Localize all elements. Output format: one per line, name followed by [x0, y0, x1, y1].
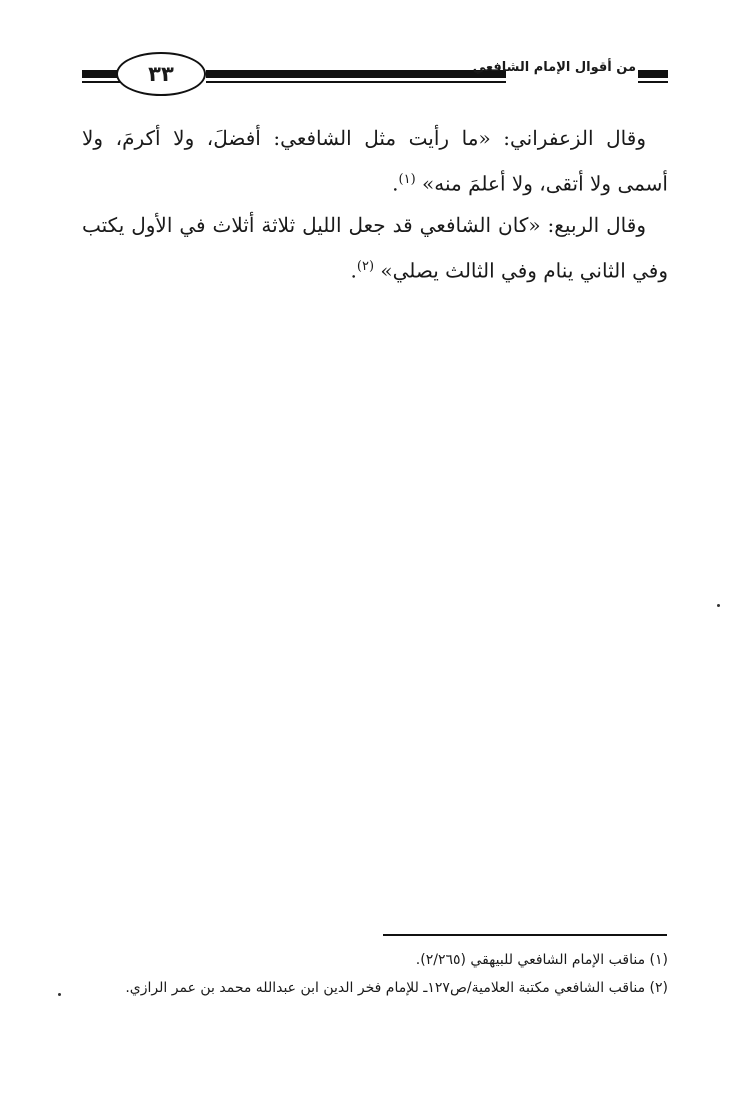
footnote-separator [383, 934, 667, 936]
paragraph-text: وقال الزعفراني: «ما رأيت مثل الشافعي: أفضلَ، ولا أكرمَ، ولا أسمى ولا أتقى، ولا أعلمَ منه» [82, 126, 668, 196]
footnote-2: (٢) مناقب الشافعي مكتبة العلامية/ص١٢٧ـ للإمام فخر الدين ابن عبدالله محمد بن عمر الرازي. [125, 980, 668, 996]
footnote-1: (١) مناقب الإمام الشافعي للبيهقي (٢/٢٦٥). [415, 952, 668, 968]
header-rule-right-thin [638, 81, 668, 83]
paragraph-text: وقال الربيع: «كان الشافعي قد جعل الليل ثلاثة أثلاث في الأول يكتب وفي الثاني ينام وفي الثالث يصلي» [82, 212, 668, 283]
scan-speck [58, 993, 61, 996]
header-rule-middle [206, 70, 506, 78]
footnotes [60, 946, 668, 1002]
footnote-ref-2: (٢) [356, 258, 375, 274]
paragraph-end: . [350, 258, 357, 283]
page-header [82, 48, 668, 100]
header-rule-right [638, 70, 668, 78]
paragraph-rabi [82, 205, 668, 292]
scan-speck [717, 604, 720, 607]
running-title: من أقوال الإمام الشافعي [472, 60, 636, 75]
paragraph-end: . [392, 171, 399, 196]
page-number: ٣٣ [116, 52, 206, 96]
header-rule-left-thin [82, 81, 122, 83]
footnote-ref-1: (١) [398, 172, 416, 187]
header-rule-middle-thin [206, 81, 506, 83]
paragraph-zafarani [82, 118, 668, 205]
main-text [82, 118, 668, 291]
